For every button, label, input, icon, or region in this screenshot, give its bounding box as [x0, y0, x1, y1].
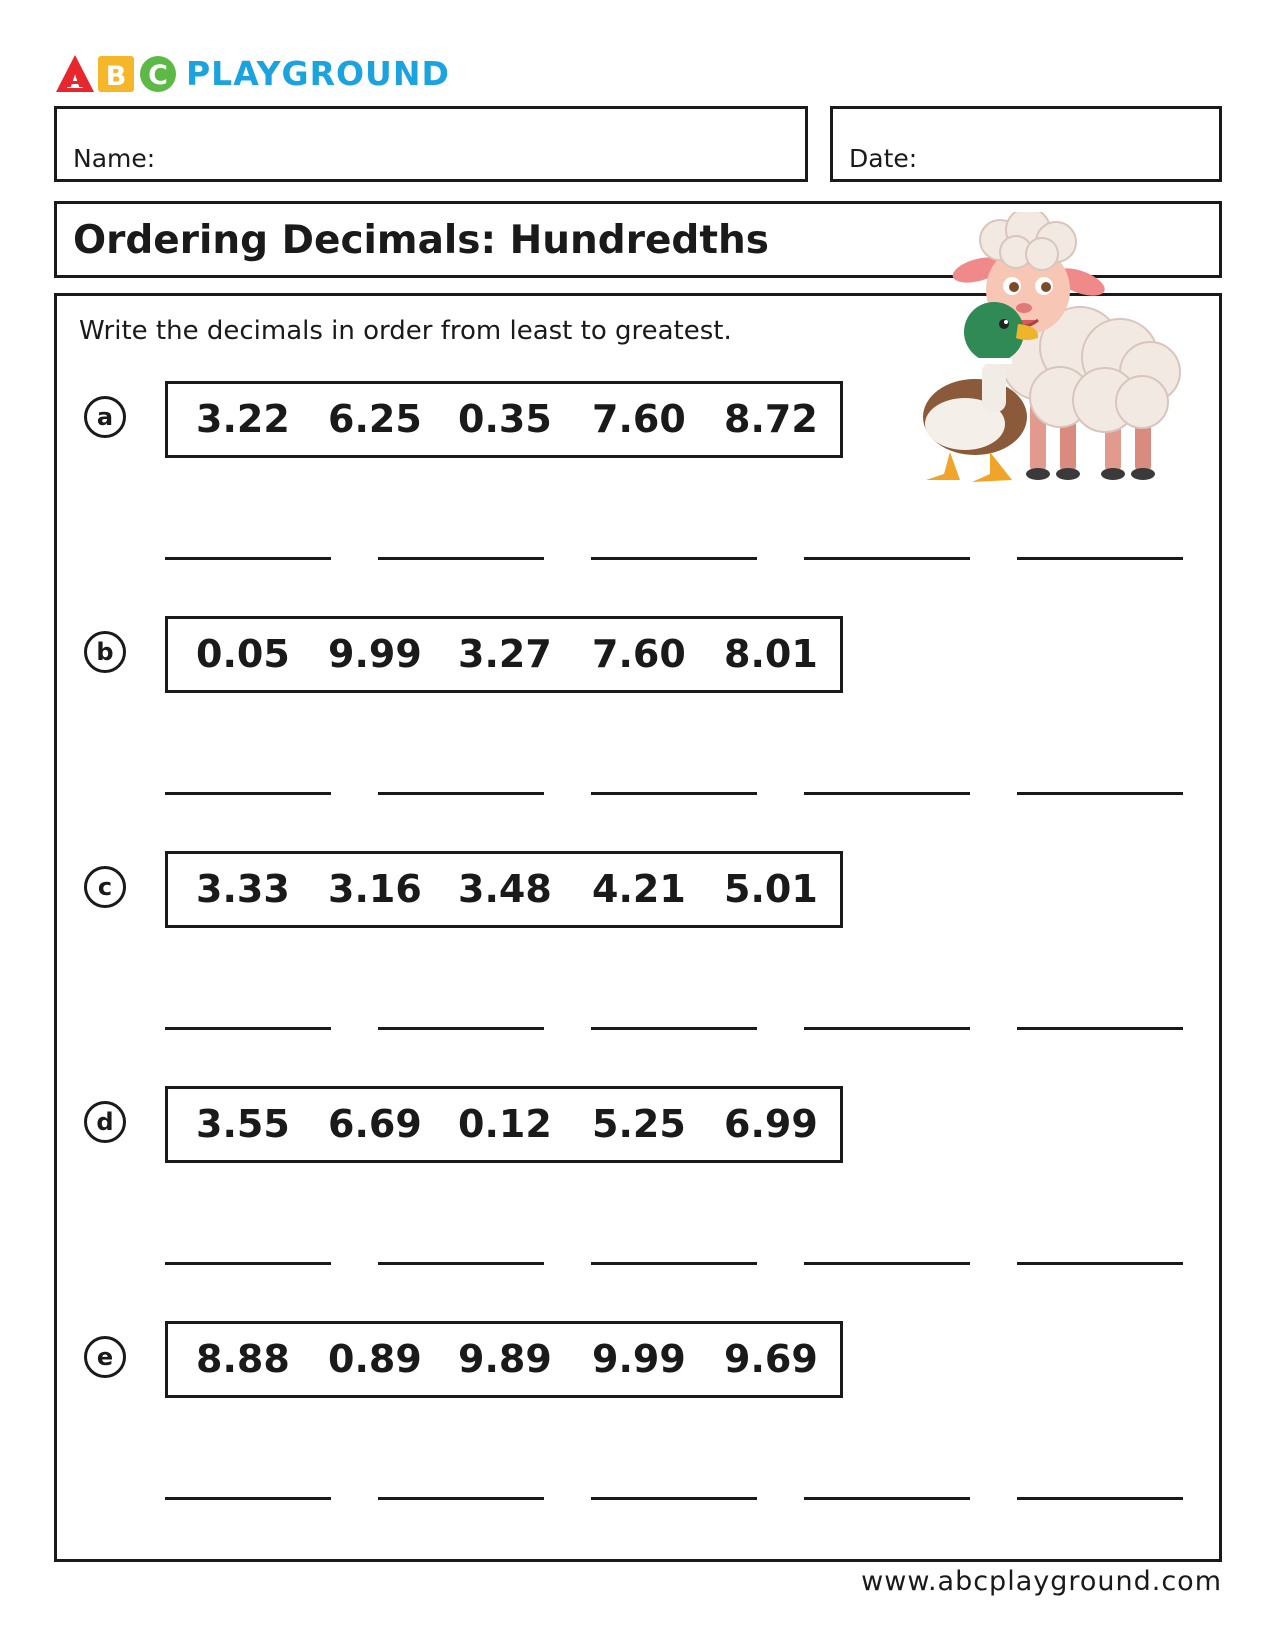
date-label: Date: — [849, 144, 918, 173]
footer-url: www.abcplayground.com — [861, 1566, 1222, 1597]
answer-line[interactable] — [1017, 1497, 1183, 1500]
decimal-number: 8.88 — [196, 1337, 290, 1381]
name-field[interactable] — [54, 106, 808, 182]
decimal-number: 0.05 — [196, 632, 290, 676]
decimal-number: 0.12 — [458, 1102, 552, 1146]
problem-letter: c — [84, 866, 126, 908]
decimal-number: 3.48 — [458, 867, 552, 911]
date-field[interactable] — [830, 106, 1222, 182]
answer-line[interactable] — [804, 1262, 970, 1265]
sheep-pupil — [1009, 282, 1019, 292]
decimal-number: 3.55 — [196, 1102, 290, 1146]
answer-line[interactable] — [1017, 1262, 1183, 1265]
decimal-number: 8.72 — [724, 397, 818, 441]
problem-letter: d — [84, 1101, 126, 1143]
answer-line[interactable] — [804, 792, 970, 795]
duck-foot — [926, 452, 960, 480]
decimal-number: 5.01 — [724, 867, 818, 911]
sheep-nose — [1016, 303, 1032, 313]
number-set-box — [165, 381, 843, 458]
problem-letter: a — [84, 396, 126, 438]
answer-line[interactable] — [591, 1027, 757, 1030]
decimal-number: 6.69 — [328, 1102, 422, 1146]
illustration-svg — [920, 212, 1200, 502]
duck-eye — [999, 319, 1009, 329]
duck-foot — [972, 452, 1012, 482]
decimal-number: 7.60 — [592, 397, 686, 441]
duck-neck — [982, 362, 1006, 412]
duck-collar — [978, 358, 1012, 364]
decimal-number: 6.25 — [328, 397, 422, 441]
decimal-number: 6.99 — [724, 1102, 818, 1146]
sheep-hoof — [1131, 468, 1155, 480]
answer-line[interactable] — [378, 1497, 544, 1500]
problem-c — [57, 851, 1225, 1031]
answer-line[interactable] — [591, 792, 757, 795]
answer-line[interactable] — [165, 1262, 331, 1265]
decimal-number: 0.89 — [328, 1337, 422, 1381]
sheep-hoof — [1056, 468, 1080, 480]
answer-line[interactable] — [804, 1497, 970, 1500]
answer-line[interactable] — [591, 1262, 757, 1265]
decimal-number: 0.35 — [458, 397, 552, 441]
farm-animals-illustration — [920, 212, 1200, 506]
decimal-number: 3.33 — [196, 867, 290, 911]
problem-letter: e — [84, 1336, 126, 1378]
decimal-number: 3.16 — [328, 867, 422, 911]
decimal-number: 3.22 — [196, 397, 290, 441]
logo-letter-b: B — [105, 61, 127, 92]
logo-letter-a: A — [66, 68, 84, 93]
number-set-box — [165, 1321, 843, 1398]
number-set-box — [165, 851, 843, 928]
answer-line[interactable] — [591, 557, 757, 560]
worksheet-title: Ordering Decimals: Hundredths — [73, 218, 769, 263]
problem-letter: b — [84, 631, 126, 673]
duck-eye-highlight — [1004, 320, 1008, 324]
name-label: Name: — [73, 144, 156, 173]
answer-line[interactable] — [591, 1497, 757, 1500]
logo-letter-c: C — [148, 60, 168, 91]
answer-line[interactable] — [165, 1497, 331, 1500]
decimal-number: 9.69 — [724, 1337, 818, 1381]
answer-line[interactable] — [1017, 1027, 1183, 1030]
problem-b — [57, 616, 1225, 796]
decimal-number: 9.99 — [328, 632, 422, 676]
decimal-number: 7.60 — [592, 632, 686, 676]
answer-line[interactable] — [165, 1027, 331, 1030]
duck-head — [964, 302, 1024, 362]
answer-line[interactable] — [165, 792, 331, 795]
sheep-hoof — [1101, 468, 1125, 480]
answer-line[interactable] — [378, 792, 544, 795]
logo-wordmark: PLAYGROUND — [186, 53, 450, 93]
sheep-pupil — [1041, 282, 1051, 292]
logo — [54, 52, 450, 94]
answer-line[interactable] — [165, 557, 331, 560]
decimal-number: 4.21 — [592, 867, 686, 911]
number-set-box — [165, 616, 843, 693]
problem-d — [57, 1086, 1225, 1266]
abc-logo-icon — [54, 52, 180, 94]
problem-e — [57, 1321, 1225, 1501]
answer-line[interactable] — [1017, 792, 1183, 795]
answer-line[interactable] — [378, 1262, 544, 1265]
sheep-hoof — [1026, 468, 1050, 480]
decimal-number: 5.25 — [592, 1102, 686, 1146]
decimal-number: 9.99 — [592, 1337, 686, 1381]
decimal-number: 3.27 — [458, 632, 552, 676]
number-set-box — [165, 1086, 843, 1163]
decimal-number: 8.01 — [724, 632, 818, 676]
answer-line[interactable] — [378, 557, 544, 560]
instructions: Write the decimals in order from least to greatest. — [79, 316, 732, 346]
answer-line[interactable] — [804, 1027, 970, 1030]
answer-line[interactable] — [1017, 557, 1183, 560]
answer-line[interactable] — [378, 1027, 544, 1030]
answer-line[interactable] — [804, 557, 970, 560]
decimal-number: 9.89 — [458, 1337, 552, 1381]
